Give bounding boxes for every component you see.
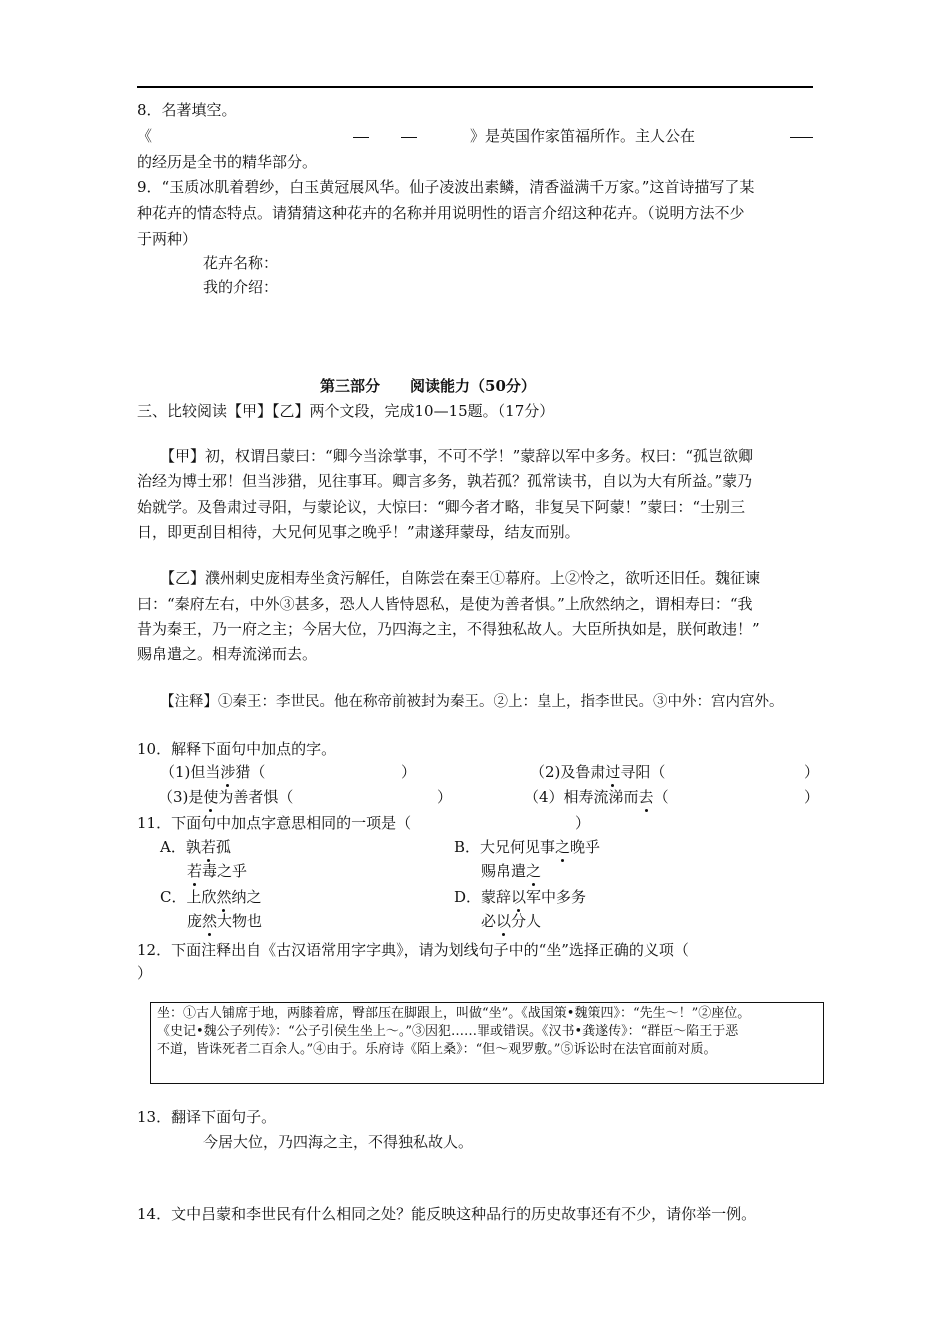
part3-instruction: 三、比较阅读【甲】【乙】两个文段，完成10—15题。（17分） (137, 402, 555, 420)
q11-option-c-2: 庞然大物也 (187, 912, 263, 930)
q9-intro-label: 我的介绍： (203, 278, 279, 296)
passage-jia-line: 治经为博士邪！但当涉猎，见往事耳。卿言多务，孰若孤？孤常读书，自以为大有所益。”蒙乃 (137, 472, 753, 490)
passage-yi-line: 曰：“秦府左右，中外③甚多，恐人人皆恃恩私，是使为善者惧。”上欣然纳之，谓相寿曰：“我 (137, 595, 753, 613)
q11-option-a-2: 若毒之乎 (187, 862, 248, 880)
q8-blank-3[interactable] (790, 136, 813, 138)
q10-item-1-close: ） (401, 763, 417, 781)
q9-line3: 于两种） (137, 230, 198, 248)
q8-blank-1[interactable] (353, 136, 369, 138)
q8-line1-mid: 》是英国作家笛福所作。主人公在 (470, 127, 696, 145)
q9-flower-name-label: 花卉名称： (203, 254, 279, 272)
passage-jia-line: 始就学。及鲁肃过寻阳，与蒙论议，大惊曰：“卿今者才略，非复吴下阿蒙！”蒙曰：“士别三 (137, 498, 746, 516)
q12-line1: 12．下面注释出自《古汉语常用字字典》，请为划线句子中的“坐”选择正确的义项（ (137, 941, 689, 959)
part3-heading: 第三部分 阅读能力（50分） (320, 377, 536, 395)
q11-title-close: ） (575, 814, 591, 832)
header-rule (137, 86, 813, 88)
dictionary-line: 《史记•魏公子列传》：“公子引侯生坐上～。”③因犯……罪或错误。《汉书•龚遂传》：“群臣～陷王于恶 (157, 1024, 739, 1039)
q14-title: 14．文中吕蒙和李世民有什么相同之处？能反映这种品行的历史故事还有不少，请你举一例。 (137, 1205, 757, 1223)
q9-line2: 种花卉的情态特点。请猜猜这种花卉的名称并用说明性的语言介绍这种花卉。（说明方法不少 (137, 204, 745, 222)
q10-item-3-close: ） (437, 788, 453, 806)
q13-title: 13．翻译下面句子。 (137, 1108, 277, 1126)
q8-line1 (137, 125, 372, 146)
q8-blank-2[interactable] (401, 136, 417, 138)
q8-line2: 的经历是全书的精华部分。 (137, 153, 318, 171)
q11-option-d-1[interactable]: D．蒙辞以军中多务 (454, 888, 587, 906)
q10-item-2: （2)及鲁肃过寻阳（ (530, 763, 666, 781)
q13-sentence: 今居大位，乃四海之主，不得独私故人。 (203, 1133, 474, 1151)
q8-title-gap (172, 127, 372, 141)
q8-open-bracket: 《 (137, 127, 153, 145)
q11-option-b-1[interactable]: B．大兄何见事之晚乎 (454, 838, 601, 856)
q10-item-2-close: ） (804, 763, 820, 781)
q10-item-3: （3)是使为善者惧（ (158, 788, 294, 806)
dictionary-line: 不道，皆诛死者二百余人。”④由于。乐府诗《陌上桑》：“但～观罗敷。”⑤诉讼时在法官面前对质。 (157, 1042, 717, 1057)
q11-option-a-1[interactable]: A．孰若孤 (160, 838, 231, 856)
q9-line1: 9．“玉质冰肌着碧纱，白玉黄冠展风华。仙子凌波出素鳞，清香溢满千万家。”这首诗描写了某 (137, 178, 755, 196)
passage-yi-line: 昔为秦王，乃一府之主；今居大位，乃四海之主，不得独私故人。大臣所执如是，朕何敢违！” (137, 620, 760, 638)
passage-yi-line: 【乙】濮州刺史庞相寿坐贪污解任，自陈尝在秦王①幕府。上②怜之，欲听还旧任。魏征谏 (160, 569, 761, 587)
dictionary-entry-box (150, 1002, 824, 1084)
passage-jia-line: 【甲】初，权谓吕蒙曰：“卿今当涂掌事，不可不学！”蒙辞以军中多务。权曰：“孤岂欲卿 (160, 447, 754, 465)
q8-title: 8．名著填空。 (137, 101, 237, 119)
q11-title: 11．下面句中加点字意思相同的一项是（ (137, 814, 412, 832)
q10-item-1: （1)但当涉猎（ (160, 763, 266, 781)
dictionary-line: 坐：①古人铺席于地，两膝着席，臀部压在脚跟上，叫做“坐”。《战国策•魏策四》：“先生～！”②座位。 (157, 1006, 751, 1021)
notes: 【注释】①秦王：李世民。他在称帝前被封为秦王。②上：皇上，指李世民。③中外：宫内宫外。 (160, 694, 784, 710)
q10-title: 10．解释下面句中加点的字。 (137, 740, 337, 758)
q11-option-b-2: 赐帛遣之 (481, 862, 542, 880)
passage-jia-line: 日，即更刮目相待，大兄何见事之晚乎！”肃遂拜蒙母，结友而别。 (137, 523, 580, 541)
q10-item-4-close: ） (804, 788, 820, 806)
q11-option-d-2: 必以分人 (481, 912, 542, 930)
q12-line2: ） (137, 964, 153, 982)
q10-item-4: （4）相寿流涕而去（ (524, 788, 669, 806)
passage-yi-line: 赐帛遣之。相寿流涕而去。 (137, 645, 318, 663)
q11-option-c-1[interactable]: C．上欣然纳之 (160, 888, 262, 906)
